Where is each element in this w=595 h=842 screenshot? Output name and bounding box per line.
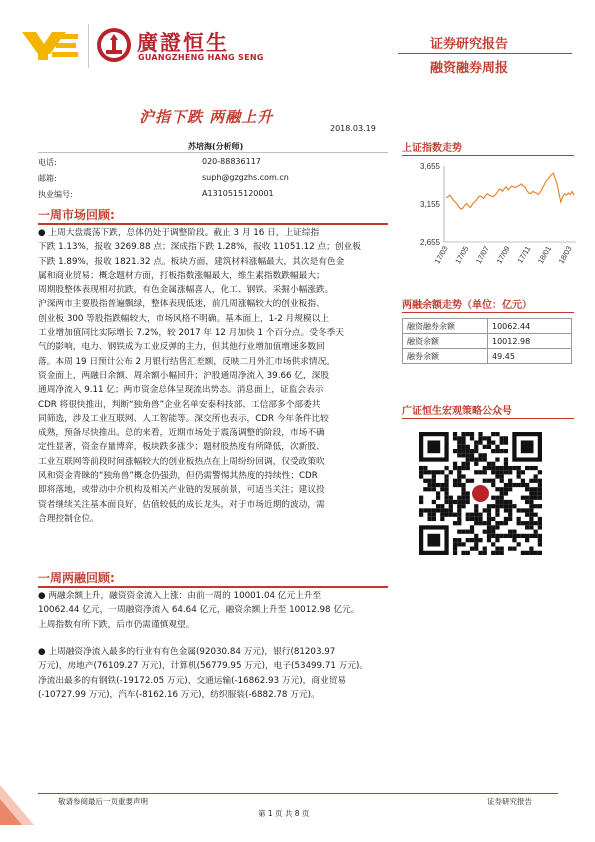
table-row — [403, 334, 572, 349]
index-trend-title: 上证指数走势 — [402, 143, 462, 154]
para-line: 风和资金青睐的“独角兽”概念仍强劲，但仍需警惕其热度的持续性；CDR — [38, 471, 318, 482]
phone-label: 电话: — [38, 158, 57, 167]
report-type: 证券研究报告 — [429, 37, 508, 52]
margin-balance-table — [402, 318, 572, 364]
report-date: 2018.03.19 — [330, 124, 376, 133]
para-line: 周期股整体表现相对抗跌，有色金属涨幅喜人，化工、钢铁、采掘小幅涨跌。 — [38, 285, 334, 296]
email-value[interactable]: suph@gzgzhs.com.cn — [202, 173, 289, 182]
table-row — [403, 349, 572, 364]
table-row — [403, 319, 572, 334]
license-label: 执业编号: — [38, 190, 73, 199]
para-line: 沪深两市主要股指普遍飘绿，整体表现低迷，前几周涨幅较大的创业板指、 — [38, 299, 325, 310]
logo-english-name: GUANGZHENG HANG SENG — [138, 53, 264, 62]
index-trend-chart — [400, 160, 580, 275]
table-cell-value: 10062.44 — [488, 319, 572, 334]
phone-value: 020-88836117 — [202, 157, 261, 166]
margin-review-body-b — [38, 645, 390, 702]
license-value: A1310515120001 — [202, 189, 274, 198]
x-tick-label: 17/11 — [515, 244, 533, 265]
para-line: 通周净流入 9.11 亿；两市资金总体呈现流出势态。消息面上，证监会表示 — [38, 385, 324, 396]
para-line: ● 两融余额上升，融资资金流入上涨：由前一周的 10001.04 亿元上升至 — [38, 591, 322, 601]
header-divider — [398, 53, 572, 54]
table-cell-value: 49.45 — [488, 349, 572, 364]
para-line: CDR 将很快推出，判断“独角兽”企业名单安泰科技部、工信部多个部委共 — [38, 399, 321, 410]
logo-divider — [88, 24, 89, 68]
x-tick-label: 17/07 — [473, 244, 492, 266]
report-series: 融资融券周报 — [429, 61, 508, 76]
x-tick-label: 17/03 — [432, 244, 450, 266]
page-number: 第 1 页 共 8 页 — [258, 809, 310, 818]
para-line: 下跌 1.89%，报收 1821.32 点。板块方面，建筑材料涨幅最大，其次是有色金 — [38, 256, 345, 267]
para-line: 10062.44 亿元，一周融资净流入 64.64 亿元，融资余额上升至 10012.98 亿元。 — [38, 605, 360, 616]
ye-logo-icon — [22, 28, 80, 62]
section-market-review-title: 一周市场回顾: — [38, 208, 115, 222]
x-tick-label: 17/09 — [494, 244, 512, 266]
para-line: 即将落地，或带动中介机构及相关产业链的发展前景，可适当关注；建议投 — [38, 485, 325, 496]
para-line: 气的影响，电力、钢铁成为工业反弹的主力，但其他行业增加值增速多数回 — [38, 342, 325, 353]
footer-disclaimer: 敬请参阅最后一页重要声明 — [58, 797, 148, 806]
para-line: 合理控制仓位。 — [38, 513, 99, 524]
analyst-divider — [38, 152, 388, 153]
report-title: 沪指下跌 两融上升 — [139, 108, 274, 126]
wechat-qr-code-icon[interactable] — [419, 432, 542, 555]
para-line: 工业互联网等前段时间涨幅较大的创业板热点在上周纷纷回调，仅受政策吹 — [38, 456, 325, 467]
para-line: 工业增加值同比实际增长 7.2%，较 2017 年 12 月加快 1 个百分点。受冬季天 — [38, 328, 344, 339]
para-line: ● 上周大盘震荡下跌，总体仍处于调整阶段。截止 3 月 16 日，上证综指 — [38, 228, 320, 238]
para-line: 创业板 300 等股指跌幅较大，市场风格不明确。基本面上，1-2 月规模以上 — [38, 313, 329, 324]
table-cell-value: 10012.98 — [488, 334, 572, 349]
footer-divider — [38, 793, 558, 794]
para-line: 下跌 1.13%，报收 3269.88 点；深成指下跌 1.28%，报收 11051.12 点；创业板 — [38, 242, 361, 253]
wechat-divider — [402, 418, 574, 419]
index-series-line — [446, 173, 574, 209]
y-tick-label: 2,655 — [419, 238, 440, 247]
section-margin-review-title: 一周两融回顾: — [38, 571, 115, 585]
x-tick-label: 17/05 — [453, 244, 471, 266]
para-line: 资者继续关注基本面良好，估值较低的成长龙头，对于市场近期的波动，需 — [38, 499, 325, 510]
table-cell-label: 融资余额 — [403, 334, 488, 349]
para-line: 属和商业贸易；概念题材方面，打板指数涨幅最大，维生素指数跌幅最大； — [38, 270, 325, 281]
logo-chinese-name: 廣證恒生 — [137, 30, 229, 55]
para-line: 上周指数有所下跌，后市仍需谨慎观望。 — [38, 619, 195, 630]
para-line: (-10727.99 万元)，汽车(-8162.16 万元)，纺织服装(-6882.78 万元)。 — [38, 689, 320, 700]
section-margin-review-divider — [38, 586, 388, 588]
y-tick-label: 3,155 — [419, 200, 440, 209]
para-line: 成熟，预备尽快推出。总的来看，近期市场处于震荡调整的阶段，市场不确 — [38, 428, 325, 439]
email-label: 邮箱: — [38, 174, 57, 183]
para-line: 定性显著，资金存量博弈，板块跌多涨少；题材股热度有所降低，次新股、 — [38, 442, 325, 453]
para-line: 资金面上，两融日余额、周余额小幅回升；沪股通周净流入 39.66 亿，深股 — [38, 370, 330, 381]
para-line: 落。本周 19 日预计公布 2 月银行结售汇差额，反映二月外汇市场供求情况。 — [38, 356, 335, 367]
para-line: 万元)，房地产(76109.27 万元)，计算机(56779.95 万元)，电子(53499.71 万元)。 — [38, 661, 369, 672]
company-logo — [22, 24, 264, 68]
analyst-name: 苏培海(分析师) — [188, 142, 244, 151]
margin-balance-title: 两融余额走势（单位：亿元） — [402, 300, 532, 311]
margin-review-body-a — [38, 589, 390, 632]
x-tick-label: 18/01 — [535, 244, 554, 266]
x-tick-label: 18/03 — [556, 244, 574, 266]
guangzheng-emblem-icon — [96, 26, 132, 64]
y-tick-label: 3,655 — [419, 162, 440, 171]
market-review-body — [38, 226, 390, 526]
table-cell-label: 融券余额 — [403, 349, 488, 364]
para-line: ● 上周融资净流入最多的行业有有色金属(92030.84 万元)，银行(81203.97 — [38, 647, 336, 657]
section-market-review-divider — [38, 223, 388, 225]
table-cell-label: 融资融券余额 — [403, 319, 488, 334]
footer-report-type: 证券研究报告 — [487, 797, 532, 806]
index-trend-divider — [402, 155, 574, 156]
corner-decoration-icon — [0, 785, 34, 825]
wechat-title: 广证恒生宏观策略公众号 — [402, 406, 512, 417]
para-line: 同筛选，涉及工业互联网、人工智能等。深交所也表示，CDR 今年条件比较 — [38, 413, 329, 424]
margin-balance-divider — [402, 312, 574, 313]
para-line: 净流出最多的有钢铁(-19172.05 万元)，交通运输(-16862.93 万元)，商业贸易 — [38, 675, 347, 686]
